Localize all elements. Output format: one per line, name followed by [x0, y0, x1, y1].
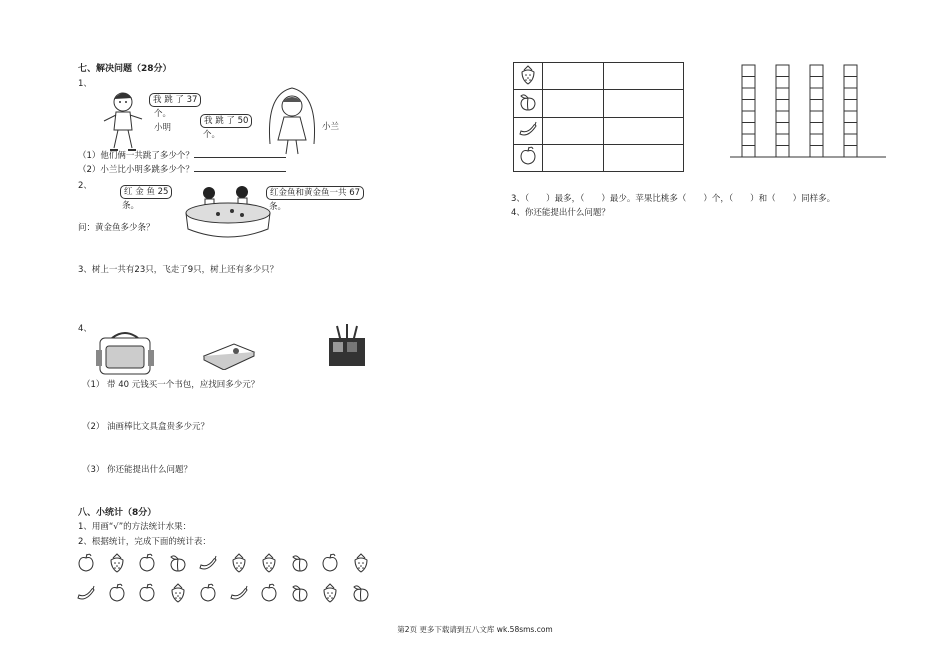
schoolbag-illustration: [94, 330, 156, 378]
fruit-peach-icon: [168, 552, 188, 574]
q4-number: 4、: [78, 324, 92, 334]
grid-square[interactable]: [776, 123, 789, 135]
q1-sub2: [78, 163, 286, 175]
q4-sub3-text: 你还能提出什么问题？: [107, 465, 193, 475]
grid-square[interactable]: [810, 123, 823, 135]
section7-title: 七、解决问题（28分）: [78, 64, 172, 74]
tally-mark-cell[interactable]: [604, 90, 684, 117]
grid-square[interactable]: [742, 100, 755, 112]
tally-mark-cell[interactable]: [604, 117, 684, 144]
q4-sub1-text: 带 40 元钱买一个书包，应找回多少元？: [107, 380, 260, 390]
red-fish-continued: 条。: [122, 201, 140, 211]
grid-square[interactable]: [810, 111, 823, 123]
total-fish-continued: 条。: [269, 202, 287, 212]
girl-speech-text: 我 跳 了 50: [204, 116, 249, 126]
fruit-cell[interactable]: [107, 582, 138, 604]
tally-mark-cell[interactable]: [604, 144, 684, 171]
fruit-cell[interactable]: [290, 582, 321, 604]
q1-sub2-answer-line[interactable]: [194, 163, 286, 172]
fruit-cell[interactable]: [351, 552, 382, 574]
tally-count-cell[interactable]: [543, 117, 604, 144]
grid-square[interactable]: [776, 111, 789, 123]
fruit-tally-table: [513, 62, 684, 172]
fruit-apple-icon: [137, 582, 157, 604]
q1-sub1-text: （1）他们俩一共跳了多少个？: [78, 151, 194, 161]
bar-graph-grid: [730, 62, 886, 160]
right-q4: 4、你还能提出什么问题？: [511, 208, 610, 218]
grid-square[interactable]: [810, 88, 823, 100]
fruit-banana-icon: [76, 582, 96, 604]
grid-square[interactable]: [776, 146, 789, 158]
boy-name-label: 小明: [154, 123, 172, 133]
tally-row: [514, 90, 684, 117]
table-peach-icon: [518, 91, 538, 113]
section8-title: 八、小统计（8分）: [78, 508, 157, 518]
fruit-cell[interactable]: [198, 582, 229, 604]
q1-sub1: [78, 149, 286, 161]
q1-number: 1、: [78, 79, 92, 89]
total-fish-bubble: [266, 186, 364, 200]
q4-sub3-number: （3）: [82, 465, 105, 475]
grid-square[interactable]: [844, 65, 857, 77]
fruit-apple-icon: [320, 552, 340, 574]
fruit-cell[interactable]: [320, 582, 351, 604]
tally-fruit-cell: [514, 117, 543, 144]
grid-square[interactable]: [810, 77, 823, 89]
fruit-row-2: [76, 582, 381, 604]
grid-square[interactable]: [776, 77, 789, 89]
tally-row: [514, 117, 684, 144]
girl-speech-bubble: [200, 114, 252, 128]
fruit-cell[interactable]: [259, 552, 290, 574]
grid-square[interactable]: [776, 65, 789, 77]
fruit-cell[interactable]: [76, 552, 107, 574]
fruit-banana-icon: [198, 552, 218, 574]
girl-name-label: 小兰: [322, 122, 340, 132]
tally-count-cell[interactable]: [543, 63, 604, 90]
girl-speech-continued: 个。: [203, 130, 221, 140]
grid-square[interactable]: [776, 100, 789, 112]
boy-skipping-illustration: [98, 88, 148, 158]
grid-square[interactable]: [844, 100, 857, 112]
fruit-cell[interactable]: [76, 582, 107, 604]
boy-speech-text: 我 跳 了 37: [153, 95, 198, 105]
grid-square[interactable]: [810, 65, 823, 77]
grid-square[interactable]: [742, 134, 755, 146]
grid-square[interactable]: [776, 88, 789, 100]
fruit-banana-icon: [229, 582, 249, 604]
fruit-strawberry-icon: [107, 552, 127, 574]
tally-count-cell[interactable]: [543, 144, 604, 171]
fruit-strawberry-icon: [320, 582, 340, 604]
grid-square[interactable]: [810, 134, 823, 146]
total-fish-text: 红金鱼和黄金鱼一共 67: [270, 188, 361, 198]
oil-pastel-illustration: [325, 324, 369, 368]
q4-sub2-text: 油画棒比文具盒贵多少元？: [107, 422, 210, 432]
q1-sub1-answer-line[interactable]: [194, 149, 286, 158]
fruit-strawberry-icon: [229, 552, 249, 574]
q3-text: 3、树上一共有23只，飞走了9只，树上还有多少只？: [78, 265, 279, 275]
girl-skipping-illustration: [262, 84, 322, 158]
table-apple-icon: [518, 145, 538, 167]
fruit-cell[interactable]: [137, 582, 168, 604]
red-fish-bubble: [120, 185, 172, 199]
grid-square[interactable]: [810, 100, 823, 112]
page-footer: 第2页 更多下载请到五八文库 wk.58sms.com: [397, 625, 553, 634]
fruit-apple-icon: [76, 552, 96, 574]
boy-speech-bubble: [149, 93, 201, 107]
q2-number: 2、: [78, 181, 92, 191]
fruit-cell[interactable]: [229, 552, 260, 574]
fruit-cell[interactable]: [168, 552, 199, 574]
fruit-cell[interactable]: [229, 582, 260, 604]
grid-square[interactable]: [742, 111, 755, 123]
fruit-apple-icon: [137, 552, 157, 574]
q4-sub1-number: （1）: [82, 380, 105, 390]
tally-row: [514, 144, 684, 171]
fruit-peach-icon: [351, 582, 371, 604]
fruit-cell[interactable]: [137, 552, 168, 574]
grid-square[interactable]: [776, 134, 789, 146]
grid-square[interactable]: [844, 88, 857, 100]
grid-square[interactable]: [844, 123, 857, 135]
right-q3: 3、（ ）最多，（ ）最少。苹果比桃多（ ）个，（ ）和（ ）同样多。: [511, 194, 836, 204]
grid-square[interactable]: [844, 77, 857, 89]
fruit-cell[interactable]: [290, 552, 321, 574]
tally-fruit-cell: [514, 90, 543, 117]
fruit-apple-icon: [107, 582, 127, 604]
fruit-cell[interactable]: [259, 582, 290, 604]
grid-square[interactable]: [742, 88, 755, 100]
boy-speech-continued: 个。: [154, 109, 172, 119]
fruit-strawberry-icon: [259, 552, 279, 574]
grid-square[interactable]: [742, 123, 755, 135]
grid-square[interactable]: [810, 146, 823, 158]
section8-line2: 2、根据统计，完成下面的统计表：: [78, 537, 211, 547]
fruit-strawberry-icon: [168, 582, 188, 604]
fruit-strawberry-icon: [351, 552, 371, 574]
tally-count-cell[interactable]: [543, 90, 604, 117]
grid-square[interactable]: [742, 146, 755, 158]
fruit-cell[interactable]: [320, 552, 351, 574]
table-banana-icon: [518, 118, 538, 140]
grid-square[interactable]: [844, 134, 857, 146]
tally-fruit-cell: [514, 63, 543, 90]
q1-sub2-text: （2）小兰比小明多跳多少个？: [78, 165, 194, 175]
fruit-apple-icon: [198, 582, 218, 604]
table-strawberry-icon: [518, 64, 538, 86]
grid-square[interactable]: [844, 146, 857, 158]
fish-tank-illustration: [182, 183, 274, 241]
grid-square[interactable]: [844, 111, 857, 123]
section8-line1: 1、用画“√”的方法统计水果：: [78, 522, 192, 532]
tally-mark-cell[interactable]: [604, 63, 684, 90]
tally-row: [514, 63, 684, 90]
pencil-box-illustration: [200, 340, 256, 370]
fruit-apple-icon: [259, 582, 279, 604]
fruit-cell[interactable]: [107, 552, 138, 574]
q4-sub2-number: （2）: [82, 422, 105, 432]
fruit-cell[interactable]: [168, 582, 199, 604]
fruit-cell[interactable]: [351, 582, 382, 604]
red-fish-text: 红 金 鱼 25: [124, 187, 169, 197]
fruit-row-1: [76, 552, 381, 574]
fruit-peach-icon: [290, 582, 310, 604]
fruit-cell[interactable]: [198, 552, 229, 574]
grid-square[interactable]: [742, 77, 755, 89]
grid-square[interactable]: [742, 65, 755, 77]
tally-fruit-cell: [514, 144, 543, 171]
fruit-peach-icon: [290, 552, 310, 574]
q2-question: 问：黄金鱼多少条？: [78, 223, 155, 233]
